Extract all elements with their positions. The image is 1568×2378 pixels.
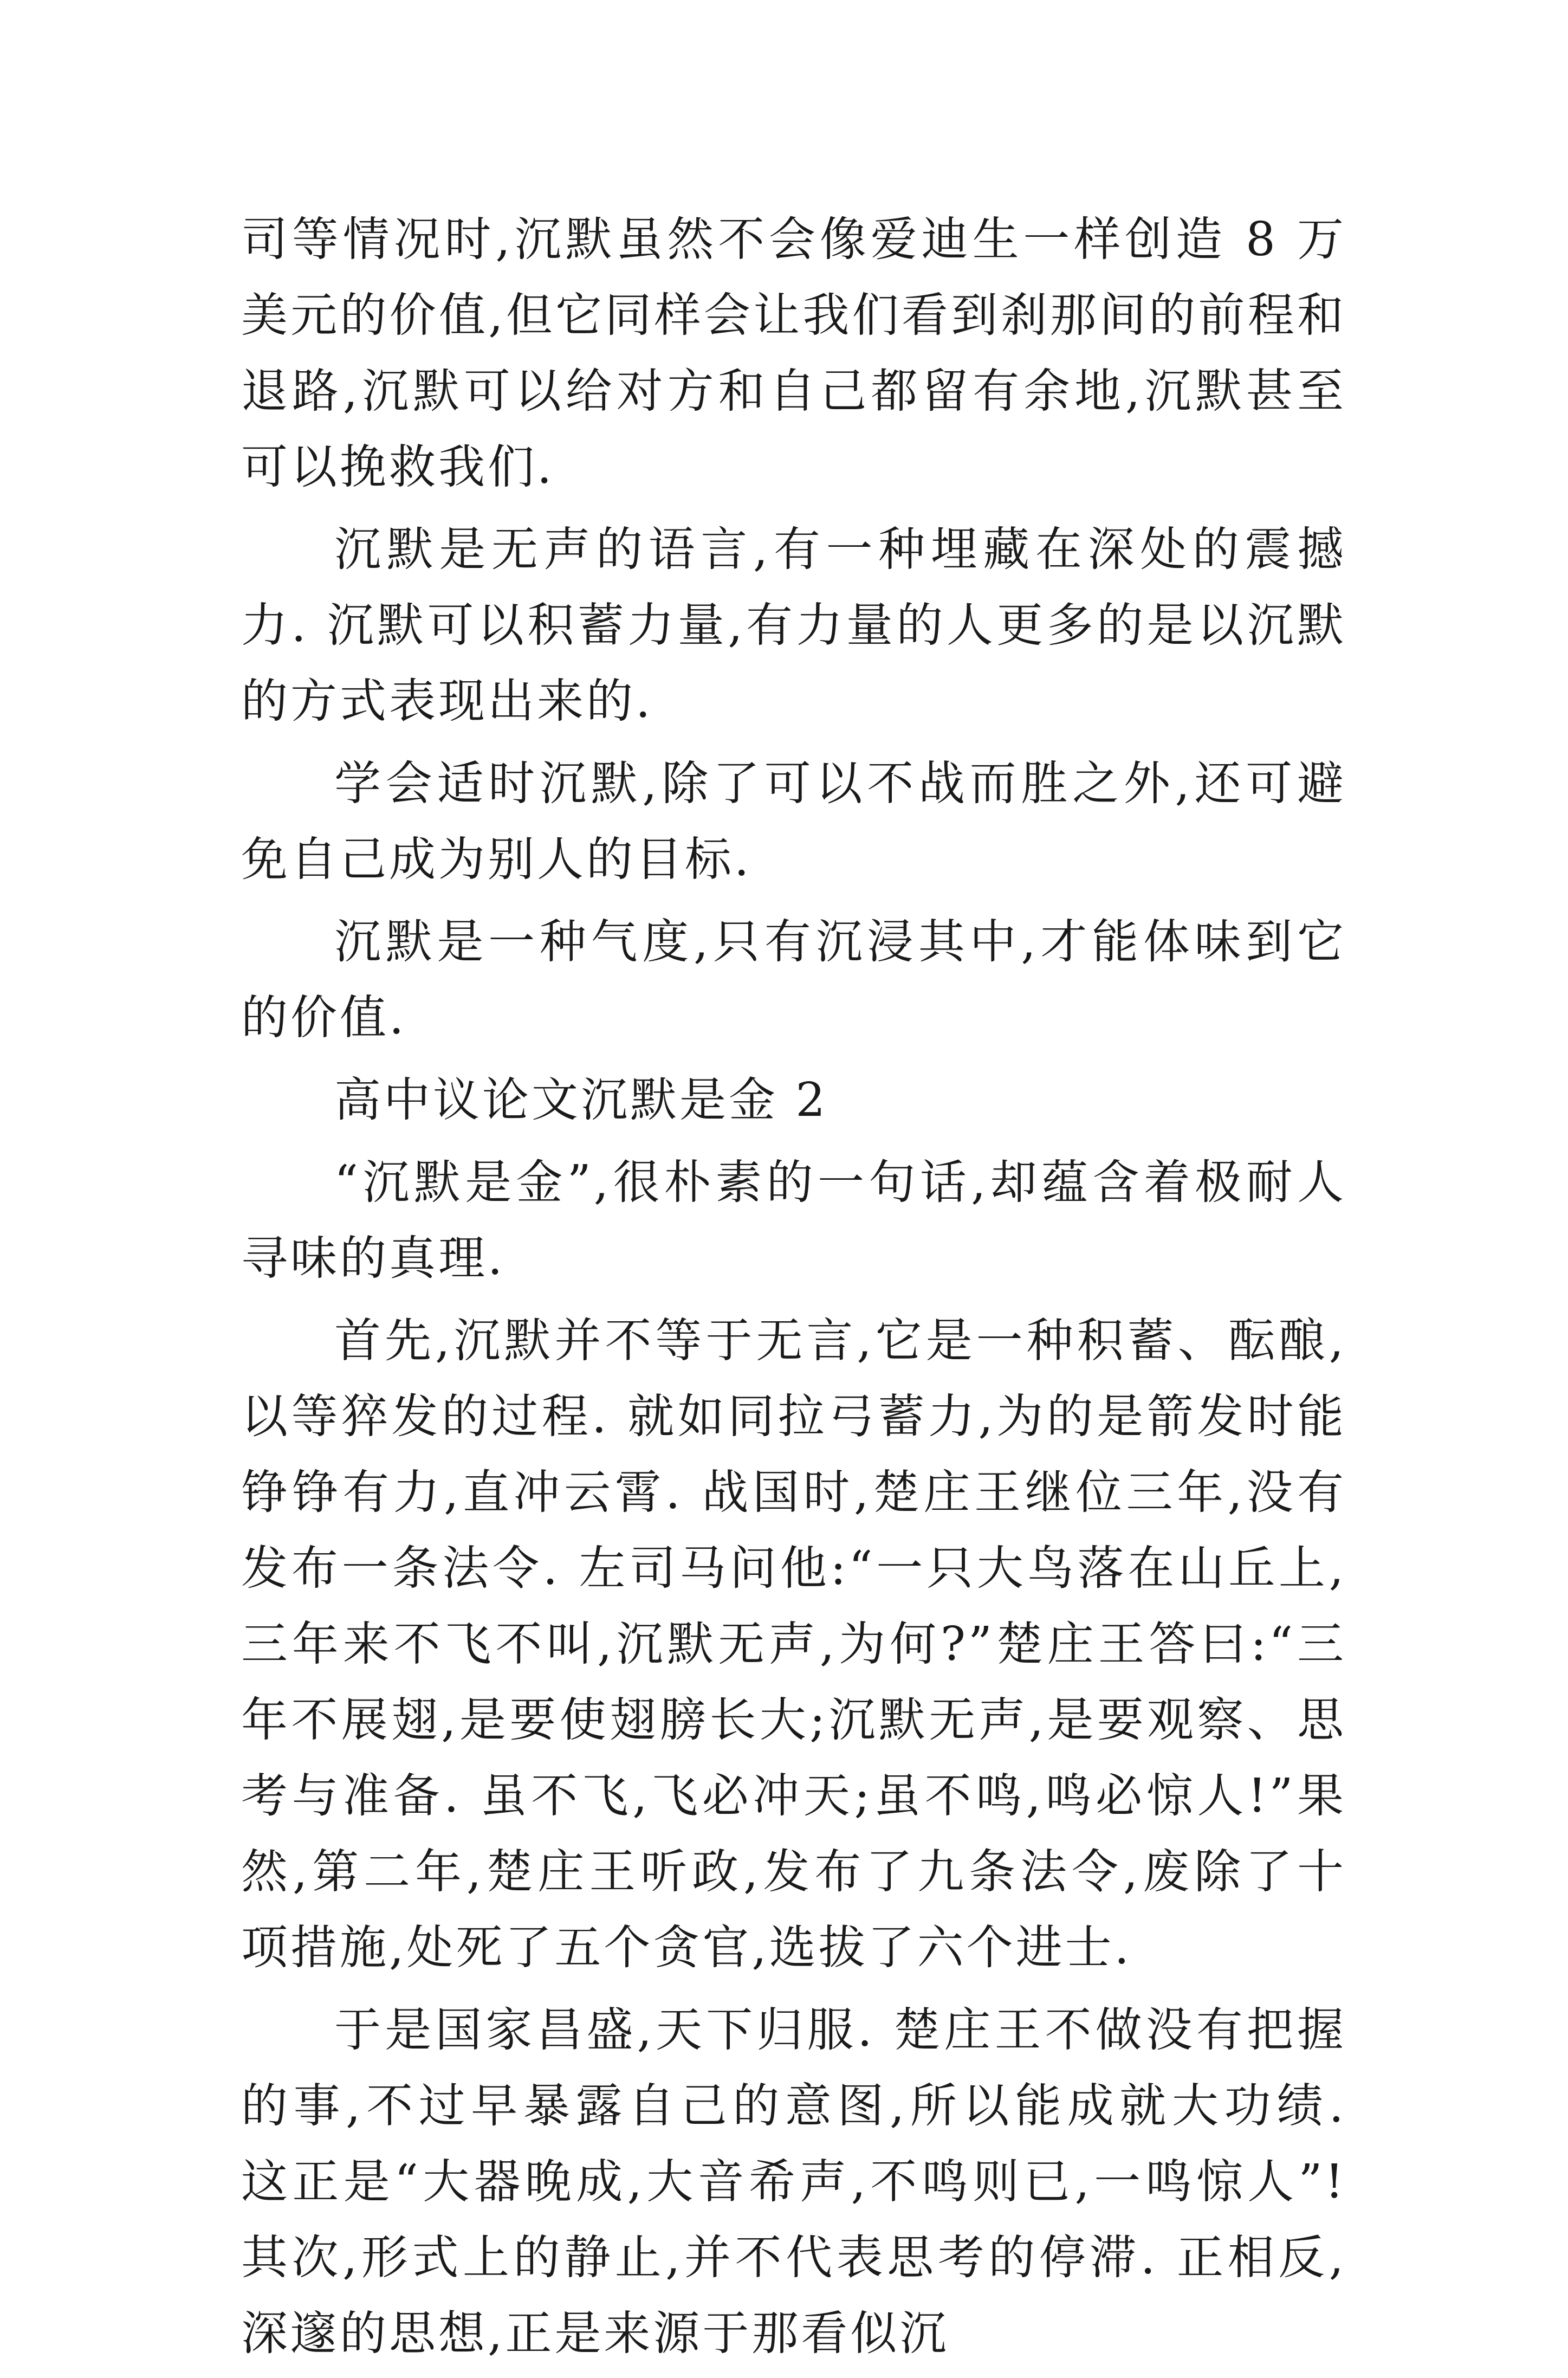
paragraph-6: “沉默是金”,很朴素的一句话,却蕴含着极耐人寻味的真理. [241,1155,1346,1285]
paragraph-1: 司等情况时,沉默虽然不会像爱迪生一样创造 8 万美元的价值,但它同样会让我们看到刹那间的前程和退路,沉默可以给对方和自己都留有余地,沉默甚至可以挽救我们. [241,212,1346,494]
paragraph-4: 沉默是一种气度,只有沉浸其中,才能体味到它的价值. [241,915,1346,1045]
paragraph-7: 首先,沉默并不等于无言,它是一种积蓄、酝酿,以等猝发的过程. 就如同拉弓蓄力,为的是箭发时能铮铮有力,直冲云霄. 战国时,楚庄王继位三年,没有发布一条法令. 左司马问他:“一只大鸟落在山丘上,三年来不飞不叫,沉默无声,为何?”楚庄王答曰:“三年不展翅,是要使翅膀长大;沉默无声,是要观察、思考与准备. 虽不飞,飞必冲天;虽不鸣,鸣必惊人!”果然,第二年,楚庄王听政,发布了九条法令,废除了十项措施,处死了五个贪官,选拔了六个进士. [241,1314,1346,1975]
section-heading: 高中议论文沉默是金 2 [334,1073,828,1127]
paragraph-8: 于是国家昌盛,天下归服. 楚庄王不做没有把握的事,不过早暴露自己的意图,所以能成就大功绩. 这正是“大器晚成,大音希声,不鸣则已,一鸣惊人”! 其次,形式上的静止,并不代表思考的停滞. 正相反,深邃的思想,正是来源于那看似沉 [241,2003,1346,2361]
paragraph-2: 沉默是无声的语言,有一种埋藏在深处的震撼力. 沉默可以积蓄力量,有力量的人更多的是以沉默的方式表现出来的. [241,522,1346,728]
document-body [241,202,1346,2378]
paragraph-3: 学会适时沉默,除了可以不战而胜之外,还可避免自己成为别人的目标. [241,757,1346,887]
